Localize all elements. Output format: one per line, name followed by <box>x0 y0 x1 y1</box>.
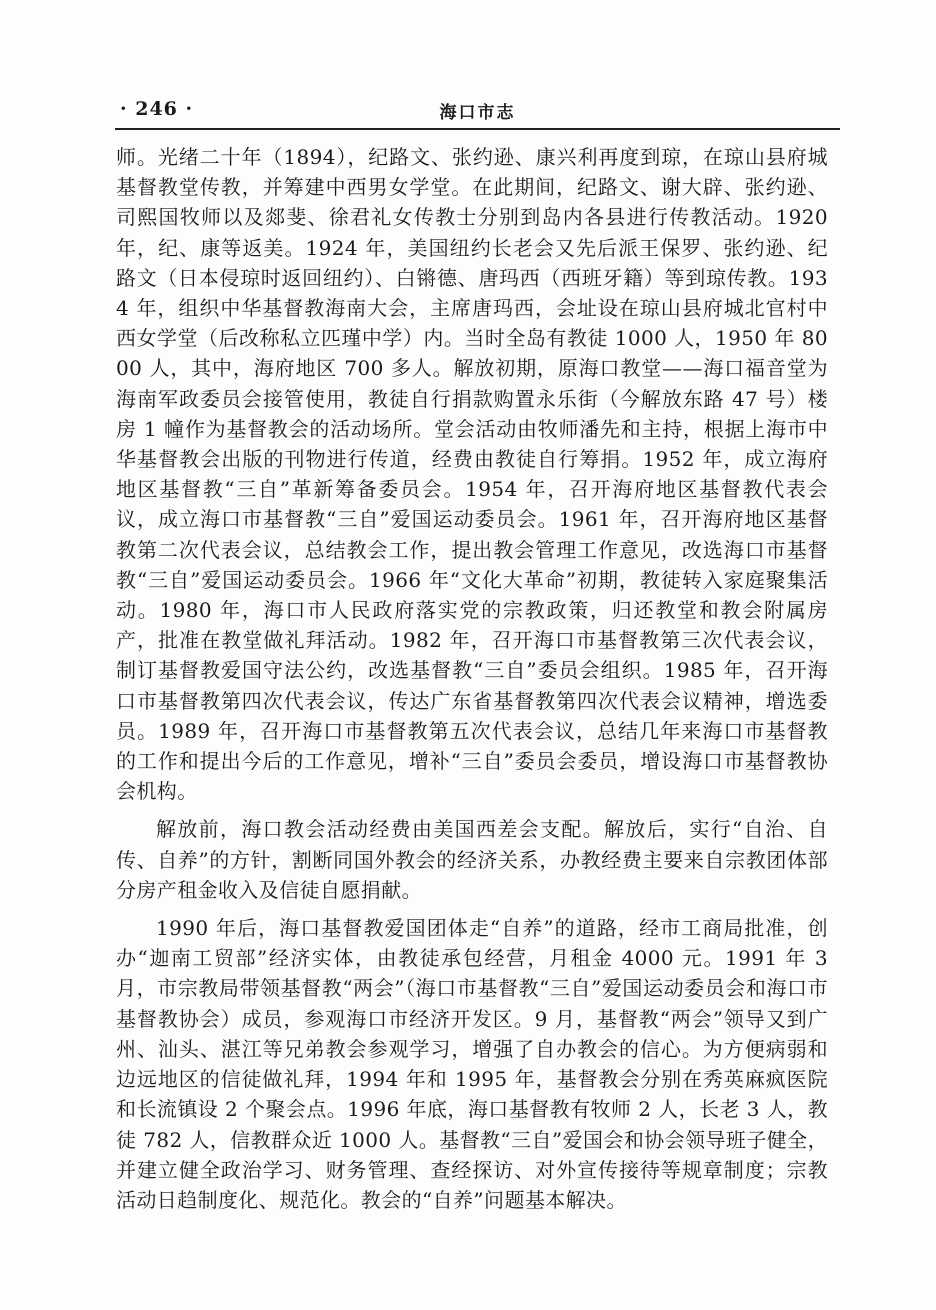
paragraph-2: 解放前，海口教会活动经费由美国西差会支配。解放后，实行“自治、自传、自养”的方针，割断同国外教会的经济关系，办教经费主要来自宗教团体部分房产租金收入及信徒自愿捐献。 <box>116 817 828 902</box>
body-text <box>116 142 828 1215</box>
paragraph-3: 1990 年后，海口基督教爱国团体走“自养”的道路，经市工商局批准，创办“迦南工贸部”经济实体，由教徒承包经营，月租金 4000 元。1991 年 3 月，市宗教局带领基督教“两会”（海口市基督教“三自”爱国运动委员会和海口市基督教协会）成员，参观海口市经济开发区。9 月，基督教“两会”领导又到广州、汕头、湛江等兄弟教会参观学习，增强了自办教会的信心。为方便病弱和边远地区的信徒做礼拜，1994 年和 1995 年，基督教会分别在秀英麻疯医院和长流镇设 2 个聚会点。1996 年底，海口基督教有牧师 2 人，长老 3 人，教徒 782 人，信教群众近 1000 人。基督教“三自”爱国会和协会领导班子健全，并建立健全政治学习、财务管理、查经探访、对外宣传接待等规章制度；宗教活动日趋制度化、规范化。教会的“自养”问题基本解决。 <box>116 916 828 1212</box>
page-number: · 246 · <box>120 98 194 120</box>
paragraph-1: 师。光绪二十年（1894），纪路文、张约逊、康兴利再度到琼，在琼山县府城基督教堂传教，并筹建中西男女学堂。在此期间，纪路文、谢大辟、张约逊、司熙国牧师以及郯斐、徐君礼女传教士分别到岛内各县进行传教活动。1920 年，纪、康等返美。1924 年，美国纽约长老会又先后派王保罗、张约逊、纪路文（日本侵琼时返回纽约）、白锵德、唐玛西（西班牙籍）等到琼传教。1934 年，组织中华基督教海南大会，主席唐玛西，会址设在琼山县府城北官村中西女学堂（后改称私立匹瑾中学）内。当时全岛有教徒 1000 人，1950 年 8000 人，其中，海府地区 700 多人。解放初期，原海口教堂——海口福音堂为海南军政委员会接管使用，教徒自行捐款购置永乐街（今解放东路 47 号）楼房 1 幢作为基督教会的活动场所。堂会活动由牧师潘先和主持，根据上海市中华基督教会出版的刊物进行传道，经费由教徒自行筹捐。1952 年，成立海府地区基督教“三自”革新筹备委员会。1954 年，召开海府地区基督教代表会议，成立海口市基督教“三自”爱国运动委员会。1961 年，召开海府地区基督教第二次代表会议，总结教会工作，提出教会管理工作意见，改选海口市基督教“三自”爱国运动委员会。1966 年“文化大革命”初期，教徒转入家庭聚集活动。1980 年，海口市人民政府落实党的宗教政策，归还教堂和教会附属房产，批准在教堂做礼拜活动。1982 年，召开海口市基督教第三次代表会议，制订基督教爱国守法公约，改选基督教“三自”委员会组织。1985 年，召开海口市基督教第四次代表会议，传达广东省基督教第四次代表会议精神，增选委员。1989 年，召开海口市基督教第五次代表会议，总结几年来海口市基督教的工作和提出今后的工作意见，增补“三自”委员会委员，增设海口市基督教协会机构。 <box>116 145 828 804</box>
page-header <box>115 96 840 126</box>
header-rule <box>115 128 840 130</box>
running-title: 海口市志 <box>439 103 516 123</box>
